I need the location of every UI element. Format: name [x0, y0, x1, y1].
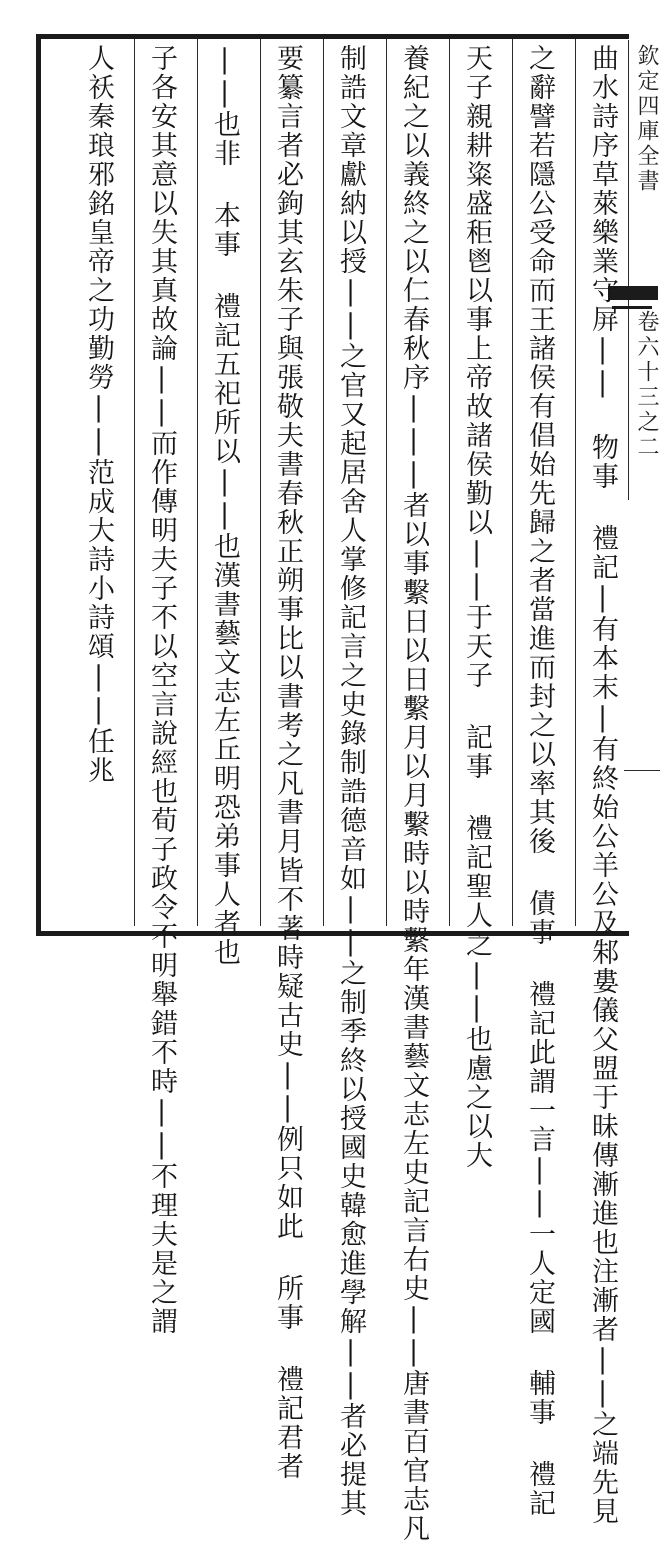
- text-column-7: [206, 44, 242, 967]
- column-rule: [575, 39, 576, 926]
- text-column-9: [80, 44, 116, 914]
- text-column-4: [395, 44, 431, 1543]
- text-column-6: [269, 44, 305, 1481]
- column-text: 要纂言者必鉤其玄朱子與張敬夫書春秋正朔事比以書考之凡書月皆不著時疑古史||例只如此 所事 禮記君者: [272, 44, 303, 1481]
- column-rule: [323, 39, 324, 926]
- text-column-2: [521, 44, 557, 1518]
- column-text: ||也非 本事 禮記五祀所以||也漢書藝文志左丘明恐弟事人者也: [209, 44, 240, 967]
- column-rule: [197, 39, 198, 926]
- column-rule: [512, 39, 513, 926]
- column-rule: [134, 39, 135, 926]
- text-column-1: [584, 44, 620, 1526]
- column-text: 子各安其意以失其真故論||而作傳明夫子不以空言說經也荀子政令不明舉錯不時||不理夫是之謂: [146, 44, 177, 1336]
- text-column-3: [458, 44, 494, 1170]
- column-text: 曲水詩序草萊樂業守屏|| 物事 禮記|有本末|有終始公羊公及邾婁儀父盟于昧傳漸進也注漸者||之端先見: [587, 44, 618, 1526]
- column-text: 人祅秦琅邪銘皇帝之功勤勞||范成大詩小詩頌||任兆: [83, 44, 114, 785]
- margin-divider: [624, 770, 660, 771]
- column-text: 之辭譬若隱公受命而王諸侯有倡始先歸之者當進而封之以率其後 債事 禮記此謂一言||一人定國 輔事 禮記: [524, 44, 555, 1518]
- column-rule: [449, 39, 450, 926]
- margin-book-title: 欽定四庫全書: [634, 44, 659, 194]
- column-rule: [386, 39, 387, 926]
- column-rule: [260, 39, 261, 926]
- column-text: 天子親耕粢盛秬鬯以事上帝故諸侯勤以||于天子 記事 禮記聖人之||也慮之以大: [461, 44, 492, 1170]
- column-text: 養紀之以義終之以仁春秋序|||者以事繫日以日繫月以月繫時以時繫年漢書藝文志左史記言右史||唐書百官志凡: [398, 44, 429, 1543]
- margin-volume-number: 卷六十三之二: [634, 310, 659, 460]
- text-column-5: [332, 44, 368, 1518]
- column-text: 制誥文章獻納以授||之官又起居舍人掌修記言之史錄制誥德音如||之制季終以授國史韓愈進學解||者必提其: [335, 44, 366, 1518]
- page-margin-header: [628, 40, 661, 500]
- text-column-8: [143, 44, 179, 1336]
